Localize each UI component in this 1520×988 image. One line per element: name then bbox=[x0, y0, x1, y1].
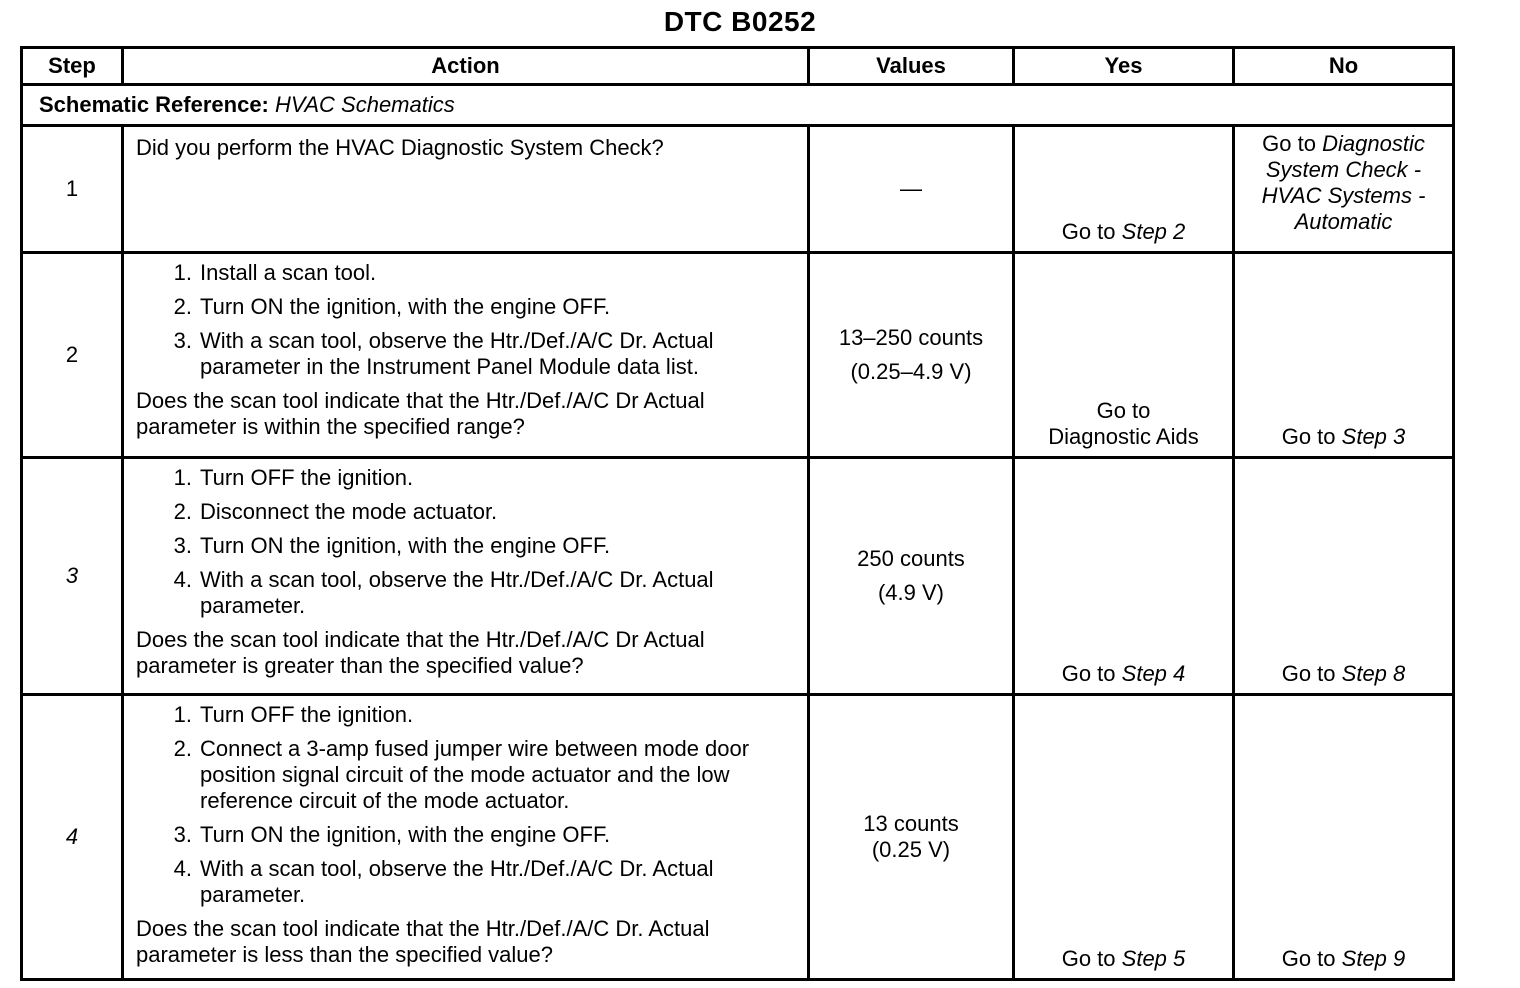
step-number: 4 bbox=[22, 695, 123, 980]
list-item: 3. With a scan tool, observe the Htr./Def./A/C Dr. Actual parameter in the Instrument Panel Module data list. bbox=[173, 328, 714, 379]
action-cell bbox=[123, 126, 809, 253]
diagnostic-table bbox=[20, 46, 1455, 981]
yes-prefix: Go to bbox=[1061, 946, 1116, 971]
action-steps bbox=[136, 465, 795, 619]
value-counts: 13 counts bbox=[863, 811, 959, 836]
value-voltage: (0.25–4.9 V) bbox=[850, 359, 972, 384]
no-link[interactable]: Step 8 bbox=[1341, 661, 1406, 686]
header-values: Values bbox=[809, 48, 1014, 85]
list-item: 2. Disconnect the mode actuator. bbox=[173, 499, 498, 524]
list-item: 3. Turn ON the ignition, with the engine OFF. bbox=[173, 822, 611, 847]
table-row bbox=[22, 126, 1454, 253]
no-prefix: Go to bbox=[1262, 131, 1316, 156]
schematic-reference bbox=[22, 85, 1454, 126]
yes-cell bbox=[1014, 126, 1234, 253]
action-question: Does the scan tool indicate that the Htr./Def./A/C Dr Actual parameter is greater than the specified value? bbox=[136, 627, 705, 678]
yes-cell bbox=[1014, 253, 1234, 458]
values-cell: — bbox=[809, 126, 1014, 253]
action-cell bbox=[123, 253, 809, 458]
header-yes: Yes bbox=[1014, 48, 1234, 85]
page-title: DTC B0252 bbox=[663, 6, 817, 37]
value-voltage: (4.9 V) bbox=[877, 580, 945, 605]
yes-prefix: Go to bbox=[1061, 661, 1116, 686]
schematic-reference-value: HVAC Schematics bbox=[275, 92, 455, 117]
values-cell bbox=[809, 458, 1014, 695]
no-cell bbox=[1234, 126, 1454, 253]
no-prefix: Go to bbox=[1281, 661, 1336, 686]
yes-cell bbox=[1014, 695, 1234, 980]
step-number: 3 bbox=[22, 458, 123, 695]
yes-link[interactable]: Step 5 bbox=[1121, 946, 1186, 971]
action-cell bbox=[123, 695, 809, 980]
value-voltage: (0.25 V) bbox=[871, 837, 951, 862]
list-item: 4. With a scan tool, observe the Htr./Def./A/C Dr. Actual parameter. bbox=[173, 567, 714, 618]
step-number: 2 bbox=[22, 253, 123, 458]
list-item: 3. Turn ON the ignition, with the engine OFF. bbox=[173, 533, 611, 558]
header-row bbox=[22, 48, 1454, 85]
yes-link[interactable]: Diagnostic Aids bbox=[1048, 424, 1199, 449]
no-prefix: Go to bbox=[1281, 946, 1336, 971]
value-counts: 250 counts bbox=[857, 546, 965, 571]
value-counts: 13–250 counts bbox=[838, 325, 984, 350]
list-item: 1. Turn OFF the ignition. bbox=[173, 465, 414, 490]
action-question: Did you perform the HVAC Diagnostic System Check? bbox=[136, 135, 664, 160]
no-cell bbox=[1234, 458, 1454, 695]
yes-cell bbox=[1014, 458, 1234, 695]
list-item: 4. With a scan tool, observe the Htr./Def./A/C Dr. Actual parameter. bbox=[173, 856, 714, 907]
list-item: 1. Turn OFF the ignition. bbox=[173, 702, 414, 727]
list-item: 2. Connect a 3-amp fused jumper wire between mode door position signal circuit of the mode actuator and the low reference circuit of the mode actuator. bbox=[173, 736, 750, 813]
no-cell bbox=[1234, 253, 1454, 458]
no-cell bbox=[1234, 695, 1454, 980]
step-number: 1 bbox=[22, 126, 123, 253]
header-action: Action bbox=[123, 48, 809, 85]
yes-prefix: Go to bbox=[1061, 219, 1116, 244]
no-link[interactable]: Step 3 bbox=[1341, 424, 1406, 449]
list-item: 2. Turn ON the ignition, with the engine OFF. bbox=[173, 294, 611, 319]
action-cell bbox=[123, 458, 809, 695]
yes-link[interactable]: Step 4 bbox=[1121, 661, 1186, 686]
values-cell bbox=[809, 695, 1014, 980]
values-cell bbox=[809, 253, 1014, 458]
no-link[interactable]: Step 9 bbox=[1341, 946, 1406, 971]
action-steps bbox=[136, 260, 795, 380]
table-row bbox=[22, 695, 1454, 980]
action-question: Does the scan tool indicate that the Htr./Def./A/C Dr. Actual parameter is less than the specified value? bbox=[136, 916, 710, 967]
action-question: Does the scan tool indicate that the Htr./Def./A/C Dr Actual parameter is within the specified range? bbox=[136, 388, 705, 439]
schematic-reference-label: Schematic Reference: bbox=[39, 92, 269, 117]
list-item: 1. Install a scan tool. bbox=[173, 260, 377, 285]
no-prefix: Go to bbox=[1281, 424, 1336, 449]
yes-link[interactable]: Step 2 bbox=[1121, 219, 1186, 244]
action-steps bbox=[136, 702, 795, 908]
header-no: No bbox=[1234, 48, 1454, 85]
no-link[interactable]: Diagnostic System Check - HVAC Systems - Automatic bbox=[1261, 131, 1426, 234]
schematic-reference-row bbox=[22, 85, 1454, 126]
table-row bbox=[22, 253, 1454, 458]
header-step: Step bbox=[22, 48, 123, 85]
table-row bbox=[22, 458, 1454, 695]
yes-prefix: Go to bbox=[1096, 398, 1151, 423]
